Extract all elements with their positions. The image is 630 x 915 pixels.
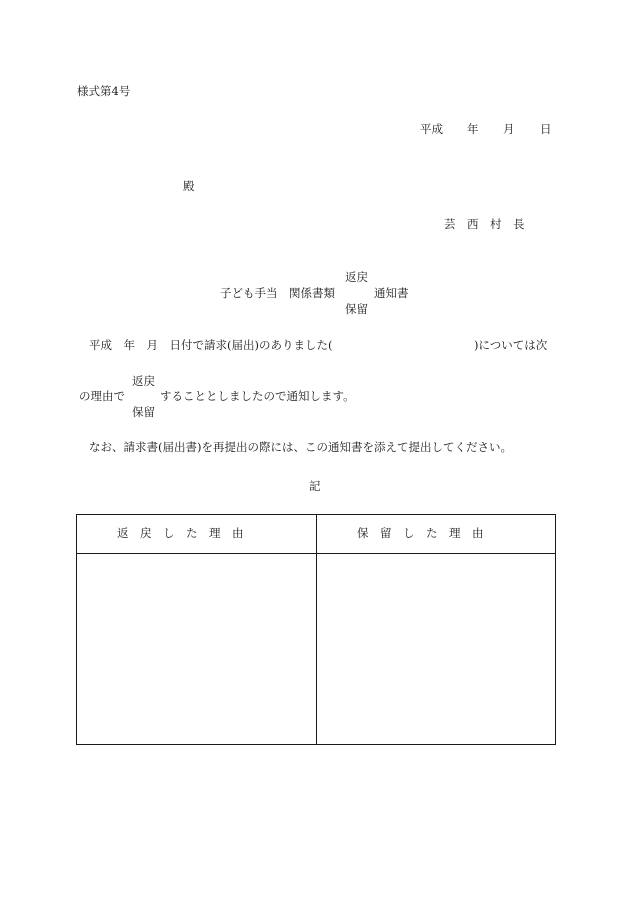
body-option-hold: 保留 bbox=[132, 405, 155, 419]
body-line-2-prefix: の理由で bbox=[79, 389, 125, 403]
date-era: 平成 bbox=[420, 122, 443, 136]
hold-reason-cell bbox=[317, 554, 555, 744]
header-hold-reason: 保 留 し た 理 由 bbox=[357, 526, 484, 540]
body-line-1: 平成 年 月 日付で請求(届出)のありました( bbox=[89, 338, 333, 352]
title-option-return: 返戻 bbox=[345, 270, 368, 284]
title-prefix: 子ども手当 関係書類 bbox=[220, 286, 335, 300]
addressee-honorific: 殿 bbox=[183, 179, 195, 193]
issuer: 芸 西 村 長 bbox=[444, 217, 525, 231]
title-option-hold: 保留 bbox=[345, 302, 368, 316]
reason-table bbox=[76, 514, 556, 745]
body-line-1-end: )については次 bbox=[474, 338, 548, 352]
date-month-label: 月 bbox=[503, 122, 515, 136]
ki-heading: 記 bbox=[309, 479, 321, 493]
date-year-label: 年 bbox=[467, 122, 479, 136]
resubmission-note: なお、請求書(届出書)を再提出の際には、この通知書を添えて提出してください。 bbox=[89, 440, 512, 454]
body-line-2-suffix: することとしましたので通知します。 bbox=[160, 389, 355, 403]
title-suffix: 通知書 bbox=[374, 286, 409, 300]
date-day-label: 日 bbox=[540, 122, 552, 136]
header-return-reason: 返 戻 し た 理 由 bbox=[117, 526, 244, 540]
form-number: 様式第4号 bbox=[77, 84, 131, 98]
body-option-return: 返戻 bbox=[132, 374, 155, 388]
return-reason-cell bbox=[77, 554, 316, 744]
